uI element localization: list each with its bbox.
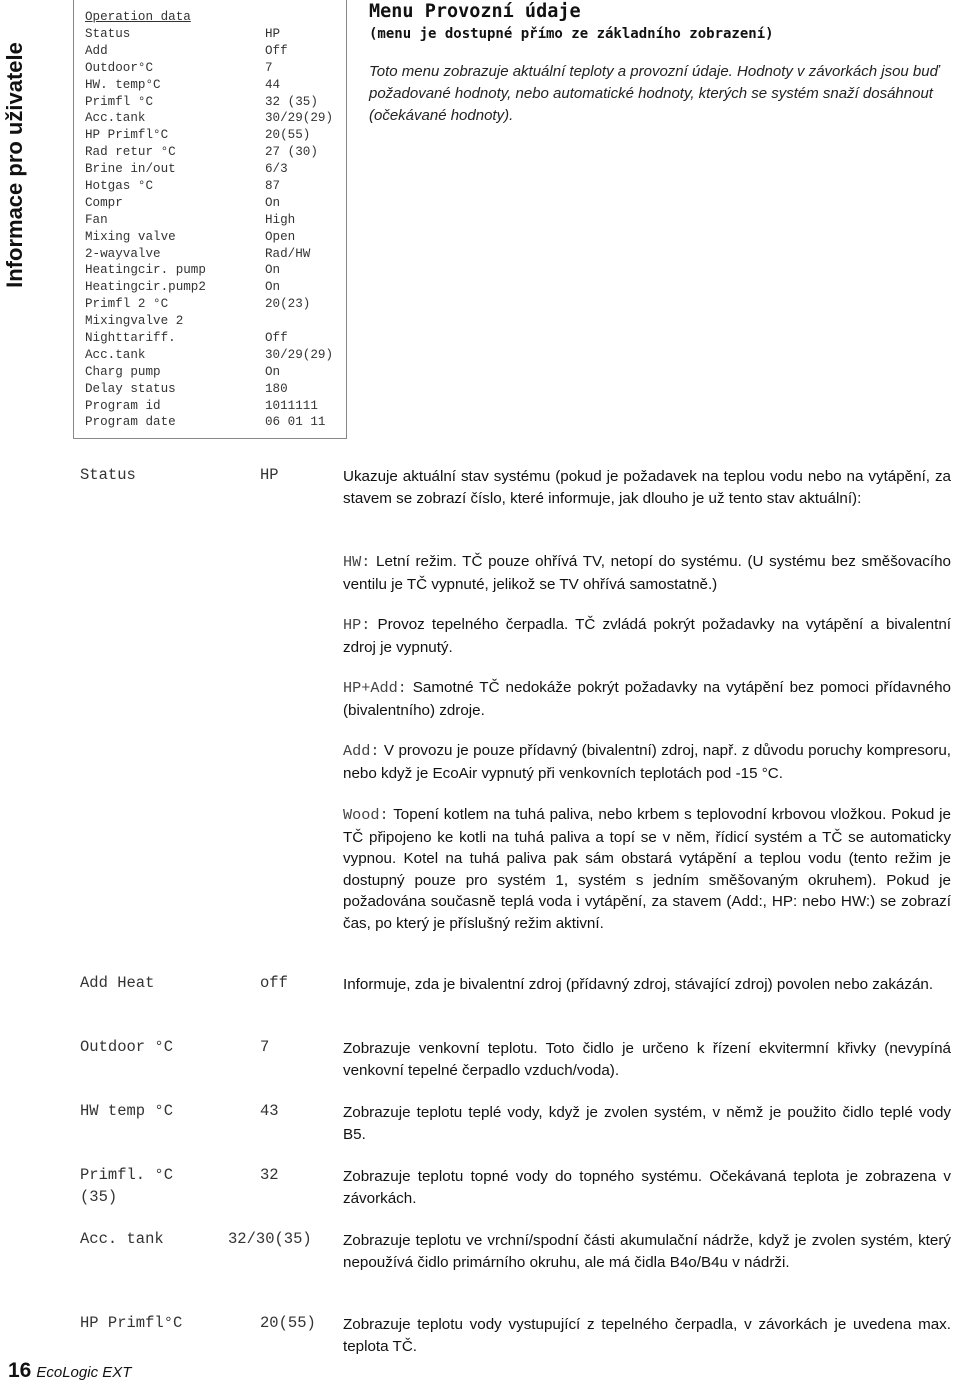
mode-text: Samotné TČ nedokáže pokrýt požadavky na vytápění bez pomoci přídavného (bivalentního) zdroje. <box>343 679 951 719</box>
menu-row-key: Acc.tank <box>85 111 146 126</box>
menu-row <box>85 296 346 313</box>
menu-row-value: High <box>265 212 296 227</box>
section-title: Menu Provozní údaje <box>369 1 581 22</box>
mode-code: Add: <box>343 742 380 760</box>
menu-row-key: 2-wayvalve <box>85 246 161 261</box>
entry-key: HP Primfl°C <box>80 1314 183 1332</box>
menu-row <box>85 195 346 212</box>
menu-row-key: Compr <box>85 195 123 210</box>
menu-row-key: HP Primfl°C <box>85 128 169 143</box>
menu-row <box>85 313 346 330</box>
status-mode-wood <box>343 804 951 934</box>
menu-row-key: Acc.tank <box>85 347 146 362</box>
menu-row <box>85 26 346 43</box>
side-tab-label: Informace pro uživatele <box>2 42 27 288</box>
entry-value: HP <box>260 466 279 484</box>
menu-row <box>85 330 346 347</box>
menu-row-key: Program id <box>85 398 161 413</box>
menu-row-key: HW. temp°C <box>85 77 161 92</box>
entry-key: Add Heat <box>80 974 155 992</box>
mode-text: Provoz tepelného čerpadla. TČ zvládá pokrýt požadavky na vytápění a bivalentní zdroj je vypnutý. <box>343 616 951 656</box>
menu-row <box>85 229 346 246</box>
menu-rows <box>85 26 346 431</box>
menu-row <box>85 94 346 111</box>
entry-description: Ukazuje aktuální stav systému (pokud je požadavek na teplou vodu nebo na vytápění, za stavem se zobrazí číslo, které informuje, jak dlouho je už tento stav aktuální): <box>343 468 951 507</box>
menu-row-key: Hotgas °C <box>85 179 154 194</box>
mode-text: Letní režim. TČ pouze ohřívá TV, netopí do systému. (U systému bez směšovacího ventilu je TČ vypnuté, jelikož se TV ohřívá samostatně.) <box>343 553 951 593</box>
menu-row-value: 27 (30) <box>265 145 318 160</box>
menu-row <box>85 414 346 431</box>
menu-row-key: Mixingvalve 2 <box>85 314 184 329</box>
menu-row-key: Primfl °C <box>85 94 154 109</box>
menu-row <box>85 262 346 279</box>
section-subtitle: (menu je dostupné přímo ze základního zobrazení) <box>369 26 774 42</box>
menu-row-value: On <box>265 263 281 278</box>
mode-code: HP+Add: <box>343 679 407 697</box>
operation-data-menu <box>73 0 347 439</box>
entry-description: Zobrazuje teplotu ve vrchní/spodní části akumulační nádrže, když je zvolen systém, který nepoužívá čidlo primárního okruhu, ale má čidla B4o/B4u v nádrži. <box>343 1232 951 1271</box>
menu-row <box>85 43 346 60</box>
menu-title: Operation data <box>85 10 191 24</box>
section-intro: Toto menu zobrazuje aktuální teploty a provozní údaje. Hodnoty v závorkách jsou buď požadované hodnoty, nebo automatické hodnoty, kterých se systém snaží dosáhnout (očekávané hodnoty). <box>369 63 939 124</box>
status-mode-hw <box>343 551 951 595</box>
menu-row-value: 6/3 <box>265 162 288 177</box>
entry-description: Informuje, zda je bivalentní zdroj (přídavný zdroj, stávající zdroj) povolen nebo zakázán. <box>343 976 934 993</box>
menu-row-value: 30/29(29) <box>265 111 334 126</box>
menu-row <box>85 279 346 296</box>
page-footer <box>8 1359 131 1383</box>
menu-row-key: Rad retur °C <box>85 145 176 160</box>
menu-row-key: Nighttariff. <box>85 331 176 346</box>
menu-row-value: Rad/HW <box>265 246 311 261</box>
menu-row-key: Fan <box>85 212 108 227</box>
menu-row-key: Delay status <box>85 381 176 396</box>
entry-value: 7 <box>260 1038 270 1056</box>
menu-row-value: 20(23) <box>265 297 311 312</box>
entry-value: 43 <box>260 1102 279 1120</box>
menu-row <box>85 144 346 161</box>
status-mode-add <box>343 740 951 784</box>
side-tab <box>0 0 30 330</box>
entry-description: Zobrazuje venkovní teplotu. Toto čidlo je určeno k řízení ekvitermní křivky (nevypíná venkovní tepelné čerpadlo vzduch/voda). <box>343 1040 951 1079</box>
menu-row-value: HP <box>265 27 281 41</box>
menu-row-key: Mixing valve <box>85 229 176 244</box>
menu-row <box>85 60 346 77</box>
entry-key: HW temp °C <box>80 1102 174 1120</box>
entry-description: Zobrazuje teplotu topné vody do topného systému. Očekávaná teplota je zobrazena v závorkách. <box>343 1168 951 1207</box>
mode-text: Topení kotlem na tuhá paliva, nebo krbem s teplovodní krbovou vložkou. Pokud je TČ připojeno ke kotli na tuhá paliva a topí se v něm, řídicí systém a TČ se automaticky vypnou. Kotel na tuhá paliva pak sám obstará vytápění a teplou vodu (tento režim je dostupný pouze pro systém 1, systém s jedním směšovaným okruhem). Pokud je požadována současně teplá voda i vytápění, za stavem (Add:, HP: nebo HW:) se zobrazí čas, po který je příslušný režim aktivní. <box>343 806 951 932</box>
menu-row-value: On <box>265 280 281 295</box>
menu-row-key: Program date <box>85 415 176 430</box>
entry-value: 32/30(35) <box>228 1230 312 1248</box>
menu-row-value: 87 <box>265 179 281 194</box>
page-number: 16 <box>8 1359 32 1382</box>
menu-row <box>85 127 346 144</box>
menu-row-value: 30/29(29) <box>265 347 334 362</box>
menu-row-value: 32 (35) <box>265 94 318 109</box>
mode-text: V provozu je pouze přídavný (bivalentní) zdroj, např. z důvodu poruchy kompresoru, nebo když je EcoAir vypnutý při venkovních teplotách pod -15 °C. <box>343 742 951 782</box>
menu-row-value: 44 <box>265 77 281 92</box>
entry-value: 20(55) <box>260 1314 316 1332</box>
entry-key: Status <box>80 466 136 484</box>
product-name: EcoLogic EXT <box>36 1364 132 1381</box>
entry-description: Zobrazuje teplotu teplé vody, když je zvolen systém, v němž je použito čidlo teplé vody B5. <box>343 1104 951 1143</box>
menu-row-key: Charg pump <box>85 364 161 379</box>
entry-key: Outdoor °C <box>80 1038 174 1056</box>
menu-row-key: Outdoor°C <box>85 60 154 75</box>
entry-key: Acc. tank <box>80 1230 164 1248</box>
mode-code: HW: <box>343 553 371 571</box>
menu-row-value: 7 <box>265 60 273 75</box>
menu-row-value: 1011111 <box>265 398 318 413</box>
mode-code: Wood: <box>343 806 389 824</box>
menu-row <box>85 381 346 398</box>
menu-row <box>85 398 346 415</box>
entry-value: off <box>260 974 288 992</box>
menu-row-value: Open <box>265 229 296 244</box>
menu-row <box>85 161 346 178</box>
menu-row <box>85 212 346 229</box>
menu-row-value: On <box>265 364 281 379</box>
mode-code: HP: <box>343 616 371 634</box>
menu-row <box>85 246 346 263</box>
menu-row-key: Add <box>85 43 108 58</box>
menu-row-value: 20(55) <box>265 128 311 143</box>
menu-row <box>85 347 346 364</box>
menu-row-value: 180 <box>265 381 288 396</box>
status-mode-hp <box>343 614 951 658</box>
status-mode-hp-add <box>343 677 951 721</box>
menu-row-key: Brine in/out <box>85 162 176 177</box>
menu-row-key: Heatingcir. pump <box>85 263 206 278</box>
menu-row <box>85 77 346 94</box>
menu-row <box>85 178 346 195</box>
menu-row-value: Off <box>265 331 288 346</box>
entry-value: 32 <box>260 1166 279 1184</box>
menu-row-value: Off <box>265 43 288 58</box>
menu-row-key: Heatingcir.pump2 <box>85 280 206 295</box>
menu-row-key: Status <box>85 27 131 41</box>
menu-row <box>85 110 346 127</box>
menu-row-value: 06 01 11 <box>265 415 326 430</box>
section-header <box>369 0 954 127</box>
menu-row-value: On <box>265 195 281 210</box>
entry-key: Primfl. °C (35) <box>80 1166 174 1206</box>
menu-row-key: Primfl 2 °C <box>85 297 169 312</box>
entry-description: Zobrazuje teplotu vody vystupující z tepelného čerpadla, v závorkách je uvedena max. teplota TČ. <box>343 1316 951 1355</box>
menu-row <box>85 364 346 381</box>
